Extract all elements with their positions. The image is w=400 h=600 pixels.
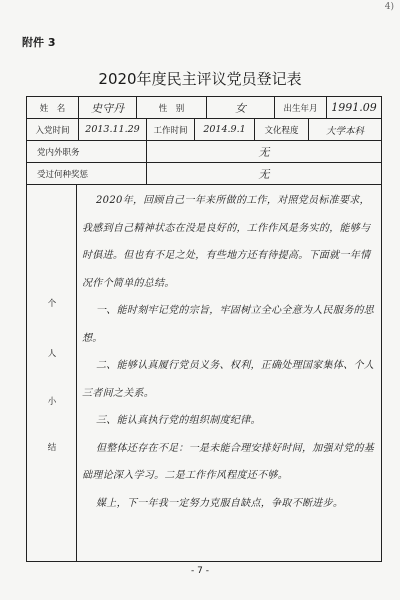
form-row-duties — [27, 141, 381, 163]
summary-paragraph: 媒上，下一年我一定努力克服自缺点，争取不断进步。 — [96, 497, 344, 509]
work-date-value[interactable]: 2014.9.1 — [195, 119, 255, 140]
personal-summary-text[interactable] — [82, 187, 378, 559]
form-row-dates — [27, 119, 381, 141]
summary-paragraph: 一、能时刻牢记党的宗旨，牢固树立全心全意为人民服务的思想。 — [82, 305, 375, 344]
summary-paragraph: 二、能够认真履行党员义务、权利，正确处理国家集体、个人三者间之关系。 — [82, 360, 375, 399]
awards-label: 受过何种奖惩 — [27, 163, 147, 184]
name-label: 姓 名 — [27, 97, 79, 118]
summary-paragraph: 2020年，回顾自己一年来所做的工作，对照党员标准要求，我感到自己精神状态在没是良好的，工作作风是务实的，能够与时俱进。但也有不足之处，有些地方还有待提高。下面就一年情况作个简单的总结。 — [82, 195, 371, 289]
join-date-label: 入党时间 — [27, 119, 79, 140]
summary-label-char: 个 — [47, 299, 57, 309]
form-row-basic-info — [27, 97, 381, 119]
education-label: 文化程度 — [255, 119, 309, 140]
summary-paragraph: 三、能认真执行党的组织制度纪律。 — [96, 415, 261, 426]
summary-label-char: 结 — [47, 443, 57, 453]
awards-value[interactable]: 无 — [258, 167, 270, 181]
form-row-awards — [27, 163, 381, 185]
name-value[interactable]: 史守丹 — [79, 97, 137, 118]
join-date-value[interactable]: 2013.11.29 — [79, 119, 147, 140]
gender-value[interactable]: 女 — [207, 97, 275, 118]
summary-label-char: 小 — [47, 397, 57, 407]
summary-paragraph: 但整体还存在不足：一是未能合理安排好时间，加强对党的基础理论深入学习。二是工作作风程度还不够。 — [82, 442, 375, 481]
birth-value[interactable]: 1991.09 — [331, 101, 377, 114]
gender-label: 性 别 — [137, 97, 207, 118]
education-value[interactable]: 大学本科 — [325, 125, 364, 137]
work-date-label: 工作时间 — [147, 119, 195, 140]
page-number: - 7 - — [191, 566, 209, 576]
birth-label: 出生年月 — [275, 97, 327, 118]
corner-mark: 4) — [384, 2, 394, 12]
summary-label-char: 人 — [47, 349, 57, 359]
attachment-label: 附件 3 — [22, 36, 56, 49]
registration-form — [26, 96, 382, 562]
summary-label-column — [27, 185, 77, 561]
page-title: 2020年度民主评议党员登记表 — [98, 70, 302, 88]
duties-value[interactable]: 无 — [258, 145, 270, 159]
duties-label: 党内外职务 — [27, 141, 147, 162]
